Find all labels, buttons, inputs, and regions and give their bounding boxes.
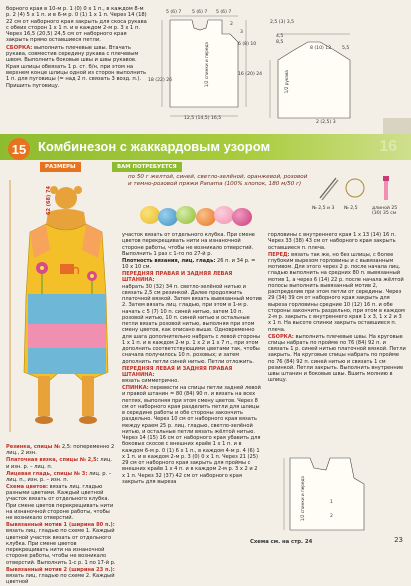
diag-side-label: 18 (22) 26 <box>148 78 173 83</box>
left-p6-head: Вывязанный мотив 2 (ширина 23 п.): <box>6 566 115 573</box>
right-sborka-text: выполнить плечевые швы. На круговые спицы набрать по пройме по 76 (84) 92 п. и связать 1 р. синей нитью платочной вязкой. Петли закрыть. На круговые спицы набрать по пройме по 76 (84) 92 п. синей нитью и связать 1 см резинкой. Петли закрыть. Выполнить внутренние швы штанин и боковые швы. Вшить молнию в шлицу. <box>268 333 406 384</box>
left-p2-head: Платочная вязка, спицы № 2,5: <box>6 457 99 464</box>
column-middle <box>122 232 262 486</box>
left-p1-head: Резинка, спицы № <box>6 444 61 450</box>
left-p5-text: вязать лиц. гладью по схеме 1. Каждый цветной участок вязать от отдельного клубка. При смене цветов перекрещивать нити на изнаночной стороне работы, чтобы не возникало отверстий. Выполнить 1-с р. 1 по 17-й р. <box>6 528 116 566</box>
left-p4 <box>6 484 116 522</box>
left-p2 <box>6 457 116 470</box>
zipper-label: длиной 25 (30) 35 см <box>372 206 398 217</box>
diag-top-label-2: 5 (6) 7 <box>192 10 208 15</box>
diag-inner-2: 16 (20) 24 <box>238 72 263 77</box>
knitting-needles-icon <box>316 174 340 202</box>
mid-front-text: набрать 30 (32) 34 п. светло-зелёной нитью и связать 2,5 см резинкой. Далее продолжить платочной вязкой. Затем вязать вывязанный мотив 2. Затем вязать лиц. гладью, при этом в 1-м р. начать с 5 (7) 10 п. синей нитью, затем 10 п. розовой нитью, 10 п. синей нитью и остальные петли вязать розовой нитью, выполняя при этом смену цветов, как описано выше. Одновременно для шага дополнительно набрать с левой стороны 1 х 1 п. и в каждом 2-м р. 1 х 2 и 1 х 7 п., при этом дополнить соответствующими цветами так, чтобы сначала получилось 10 п. розовых; и затем дополнить петли синей нитью. Петли отложить. <box>122 283 262 365</box>
section-title: Комбинезон с жаккардовым узором <box>38 139 271 154</box>
diag-inner-4: 3 <box>240 30 243 35</box>
sleeve-side-label-3: 8,5 <box>276 40 284 45</box>
left-p2-text: лиц. и изн. р. – лиц. п. <box>6 457 112 470</box>
mid-back-text: вязать симметрично. <box>122 378 180 385</box>
section-ghost-number: 16 <box>379 138 397 155</box>
needles-label-1: № 2,5 и 3 <box>312 206 335 211</box>
left-p3-text: лиц. р. – лиц. п., изн. р. – изн. п. <box>6 470 112 483</box>
yarn-ball-pink <box>214 206 234 224</box>
diag-inner-3: 2 <box>230 22 233 27</box>
left-p3-head: Лицевая гладь, спицы № 3: <box>6 470 88 477</box>
top-assembly <box>6 45 148 89</box>
right-sborka-head: СБОРКА: <box>268 333 294 340</box>
size-range-label: 62 (68) 74 <box>46 186 52 215</box>
left-p1 <box>6 444 116 457</box>
bottom-pattern-diagram <box>280 448 376 534</box>
left-p1-text: 2,5: попеременно 2 лиц., 2 изн. <box>6 444 115 457</box>
bottom-diagram-note: 1/2 спинки и переда <box>300 476 305 522</box>
right-pered-text: вязать так же, но без шлицы, с более глубоким вырезом горловины и с вывязанным мотивом. Для этого через 2 р. после начала лиц. гладью выполнить на средних 80 п. вывязанный мотив 1, а через 6 (14) 22 р. после начала жёлтой полосы выполнить вывязанный мотив 2, распределив при этом петли от середины. Через 29 (34) 39 см от наборного края закрыть для выреза горловины средние 10 (12) 16 п. и обе стороны закончить раздельно, при этом в каждом 2-м р. закрыть с внутреннего края 1 х 3, 1 х 2 и 3 х 1 п. На высоте спинки закрыть оставшиеся п. плеча. <box>268 251 405 333</box>
top-paragraph: борного края в 10-м р. 1 (0) 0 х 1 п., в каждом 8-м р. 2 (4) 5 х 1 п. и в 6-м р. 0 (1) 1 х 1 п. Через 14 (18) 22 см от наборного края закрыть для скоса рукава с обеих сторон 1 х 1 п. и в каждом 2-м р. 3 х 1 п. Через 16,5 (20,5) 24,5 см от наборного края закрыть прямо оставшиеся петли. <box>6 6 147 44</box>
right-p1: горловины с внутреннего края 1 х 13 (14) 16 п. Через 33 (38) 43 см от наборного края закрыть оставшиеся п. плеча. <box>268 232 396 251</box>
sleeve-side-label-1: 2,5 (3) 3,5 <box>270 20 295 25</box>
left-p5-head: Вывязанный мотив 1 (ширина 80 п.): <box>6 522 115 529</box>
top-assembly-text: выполнить плечевые швы. Втачать рукава, совместив середину рукава с плечевым швом. Выполнить боковые швы и швы рукавов. Края шлицы обвязать 1 р. ст. б/н, при этом на верхнем конце шлицы одной из сторон выполнить 1 п. для пуговицы (= над 2 п. связать 3 возд. п.). Пришить пуговицу. <box>6 44 147 89</box>
sleeve-vertical-note: 1/2 рукава <box>284 70 289 94</box>
mid-back <box>122 366 262 385</box>
mid-p1: участок вязать от отдельного клубка. При смене цветов перекрещивать нити на изнаночной стороне работы, чтобы не возникало отверстий. Выполнить 1 раз с 1-го по 27-й р. <box>122 232 255 257</box>
diag-bottom-label: 12,5 (14,5) 16,5 <box>184 116 222 121</box>
mid-spinka-head: СПИНКА: <box>122 385 149 392</box>
top-text-block <box>6 6 148 90</box>
right-sborka <box>268 334 406 384</box>
tab-sizes: РАЗМЕРЫ <box>40 162 81 172</box>
mid-back-head: ПЕРЕДНЯЯ ЛЕВАЯ И ЗАДНЯЯ ПРАВАЯ ШТАНИНА: <box>122 365 233 378</box>
mid-front-head: ПЕРЕДНЯЯ ПРАВАЯ И ЗАДНЯЯ ЛЕВАЯ ШТАНИНА: <box>122 271 233 284</box>
zipper-icon <box>376 174 396 202</box>
garment-illustration <box>8 176 118 436</box>
column-right <box>268 232 406 384</box>
yarn-ball-orange <box>196 208 216 226</box>
left-p4-head: Схема цветов: <box>6 483 49 490</box>
yarn-ball-dark-pink <box>232 208 252 226</box>
footer-note: Схема см. на стр. 24 <box>250 539 313 545</box>
top-assembly-label: СБОРКА: <box>6 44 33 51</box>
left-p6 <box>6 567 116 586</box>
left-p3 <box>6 471 116 484</box>
circular-needle-icon <box>344 176 366 200</box>
sleeve-top-label-2: 5,5 <box>342 46 350 51</box>
diag-top-label-3: 5 (6) 7 <box>216 10 232 15</box>
sleeve-bottom-label: 2 (2,5) 3 <box>316 120 336 125</box>
sleeve-top-label-1: 8 (10) 12 <box>310 46 332 51</box>
bottom-diagram-num-1: 1 <box>330 500 333 505</box>
tab-needed: ВАМ ПОТРЕБУЕТСЯ <box>112 162 182 172</box>
section-number-badge: 15 <box>8 138 30 160</box>
diag-top-label-1: 5 (6) 7 <box>166 10 182 15</box>
needles-label-2: № 2,5 <box>344 206 358 211</box>
left-p5 <box>6 522 116 566</box>
sleeve-side-label-2: 4,5 <box>276 34 284 39</box>
mid-spinka-text: перевести на спицы петли задней левой и правой штанин = 80 (84) 90 п. и вязать на всех петлях, выполняя при этом смену цветов. Через 8 см от наборного края разделить петли для шлицы в середине работы и обе стороны закончить раздельно. Через 10 см от наборного края вязать между краем 25 р. лиц. гладью, светло-зелёной нитью, и остальные петли вязать жёлтой нитью. Через 14 (15) 16 см от наборного края убавить для боковых скосов с внешних краёв 1 х 1 п. и в каждом 6-м р. 0 (1) 6 х 1 п., в каждом 4-м р. 4 (6) 1 х 1 п. и в каждом 2-м р. 3 (0) 0 х 1 п. Через 21 (25) 29 см от наборного края закрыть для проймы с внешних краёв 1 х 4 п. и в каждом 2-м р. 3 х 2 и 2 х 1 п. Через 32 (37) 42 см от наборного края закрыть для выреза <box>122 385 261 485</box>
right-pered <box>268 252 406 333</box>
right-pered-head: ПЕРЕД: <box>268 251 290 258</box>
mid-density-text: 26 п. и 34 р. = 10 х 10 см. <box>122 257 256 271</box>
mid-density-head: Плотность вязания, лиц. гладь: <box>122 257 216 264</box>
yarn-description: по 50 г желтой, синей, светло-зелёной, оранжевой, розовой и темно-розовой пряжи Panama (100% хлопок, 180 м/50 г) <box>128 174 308 188</box>
left-p6-text: вязать лиц. гладью по схеме 2. Каждый цветной <box>6 572 115 586</box>
yarn-ball-blue <box>158 208 178 226</box>
column-left <box>6 444 116 586</box>
mid-spinka <box>122 385 262 485</box>
yarn-ball-green <box>176 206 196 224</box>
yarn-ball-yellow <box>140 206 160 224</box>
page-number: 23 <box>394 536 403 544</box>
left-p4-text: вязать лиц. гладью разными цветами. Каждый цветной участок вязать от отдельного клубка. При смене цветов перекрещивать нити на изнаночной стороне работы, чтобы не возникало отверстий. <box>6 483 114 522</box>
diag-inner-1: 6 (8) 10 <box>238 42 257 47</box>
bottom-diagram-num-2: 2 <box>330 514 333 519</box>
mid-density <box>122 258 262 271</box>
mid-front <box>122 271 262 365</box>
diag-vertical-note: 1/2 спинки и переда <box>204 42 209 88</box>
